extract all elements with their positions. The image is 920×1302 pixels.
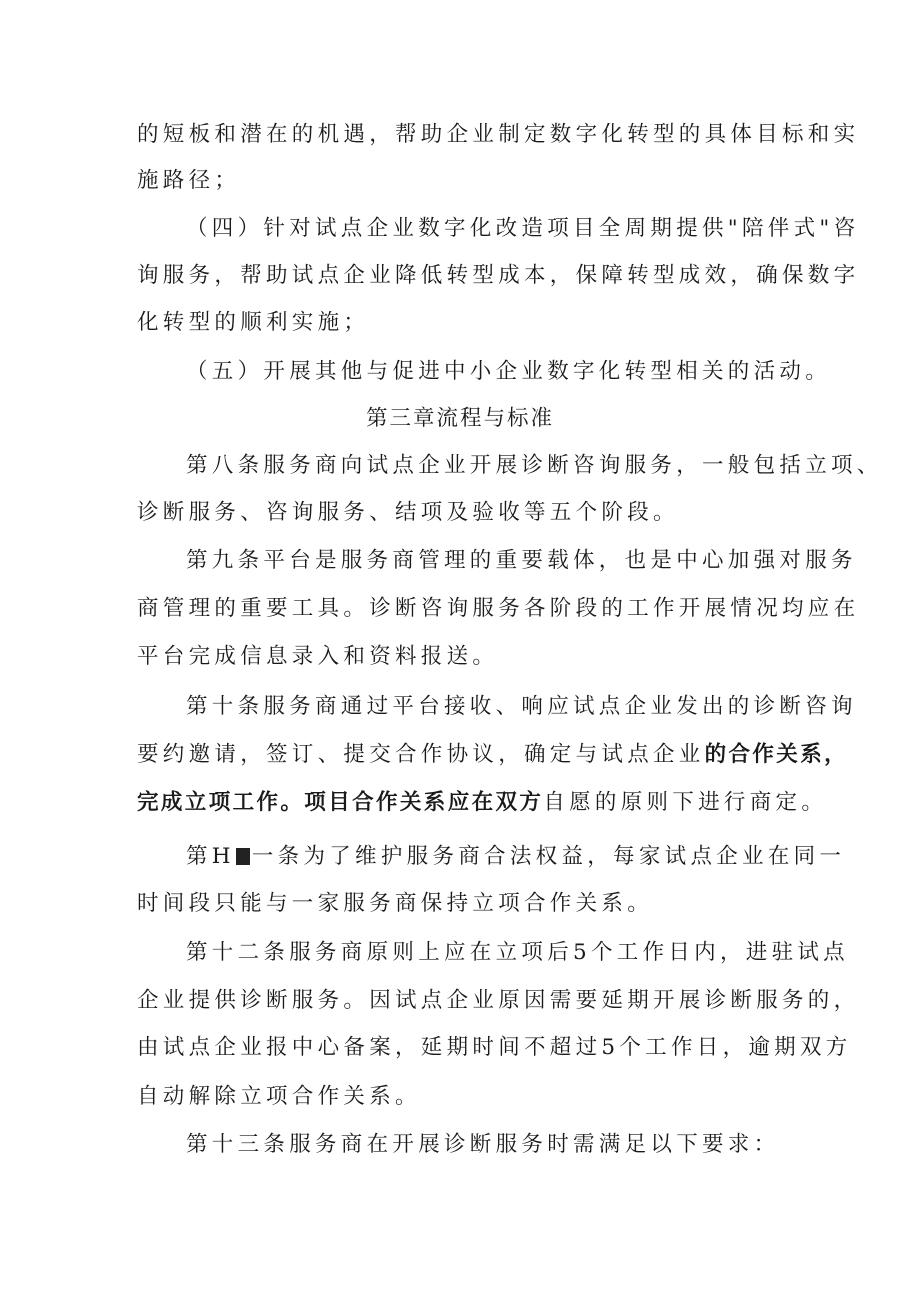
text-line: 第八条服务商向试点企业开展诊断咨询服务，一般包括立项、 (186, 453, 883, 478)
text-line: 商管理的重要工具。诊断咨询服务各阶段的工作开展情况均应在 (137, 596, 860, 621)
text-line: （五）开展其他与促进中小企业数字化转型相关的活动。 (186, 359, 832, 384)
text-line: 第十二条服务商原则上应在立项后5个工作日内，进驻试点 (186, 940, 849, 965)
text-line: 第十三条服务商在开展诊断服务时需满足以下要求： (186, 1132, 780, 1157)
text-line: 由试点企业报中心备案，延期时间不超过5个工作日，逾期双方 (137, 1035, 852, 1060)
redaction-block-icon (236, 848, 250, 865)
text-segment-bold: 完成立项工作。项目合作关系应在双方 (137, 790, 544, 815)
chapter-heading: 第三章流程与标准 (365, 406, 554, 431)
text-line (137, 786, 920, 820)
text-line: 诊断服务、咨询服务、结项及验收等五个阶段。 (137, 500, 679, 525)
text-line: 企业提供诊断服务。因试点企业原因需要延期开展诊断服务的， (137, 988, 860, 1013)
text-segment-bold: 的合作关系， (704, 742, 849, 767)
text-line: （四）针对试点企业数字化改造项目全周期提供"陪伴式"咨 (186, 216, 860, 241)
text-line: 第九条平台是服务商管理的重要载体，也是中心加强对服务 (186, 548, 857, 573)
text-line: 时间段只能与一家服务商保持立项合作关系。 (137, 891, 654, 916)
text-line (186, 840, 920, 874)
text-line: 平台完成信息录入和资料报送。 (137, 644, 499, 669)
text-segment: 自愿的原则下进行商定。 (543, 790, 828, 815)
text-line: 询服务，帮助试点企业降低转型成本，保障转型成效，确保数字 (137, 263, 860, 288)
text-segment: 第H (186, 844, 235, 869)
text-line: 第十条服务商通过平台接收、响应试点企业发出的诊断咨询 (186, 694, 857, 719)
text-line (137, 738, 920, 772)
text-segment: 一条为了维护服务商合法权益，每家试点企业在同一 (251, 844, 846, 869)
text-line: 化转型的顺利实施； (137, 310, 370, 335)
text-segment: 要约邀请，签订、提交合作协议，确定与试点企业 (137, 742, 705, 767)
text-line: 的短板和潜在的机遇，帮助企业制定数字化转型的具体目标和实 (137, 122, 860, 147)
text-line: 自动解除立项合作关系。 (137, 1084, 421, 1109)
text-line: 施路径； (137, 168, 241, 193)
